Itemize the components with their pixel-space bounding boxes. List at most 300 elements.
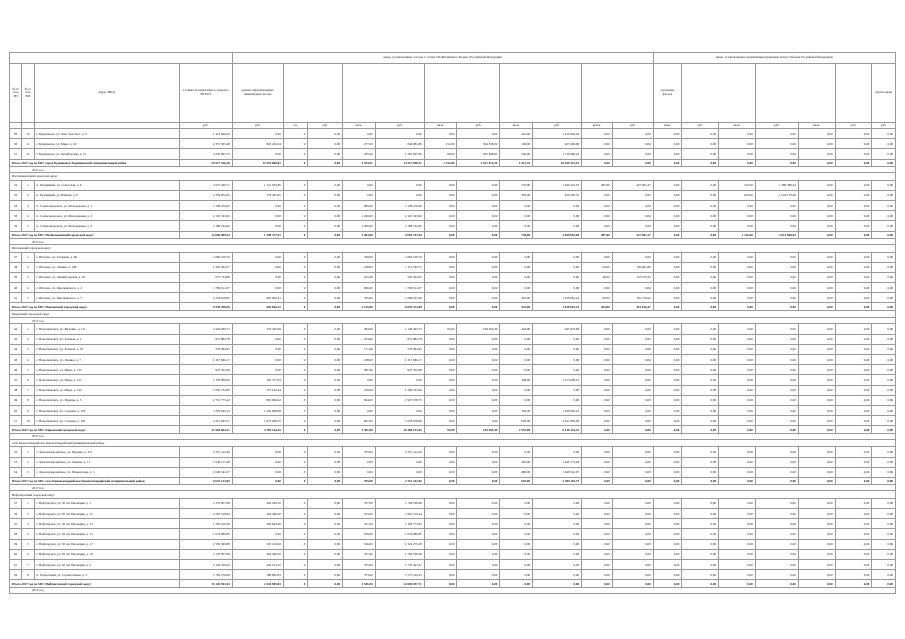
total-cell: 0,00	[653, 426, 682, 434]
table-cell: 238,00	[343, 262, 376, 272]
table-cell: 1 281 307,85	[375, 149, 424, 159]
table-row	[10, 519, 896, 529]
table-cell: 88,00	[424, 149, 457, 159]
table-cell: 404 299,50	[232, 498, 283, 508]
table-cell: 0,00	[582, 355, 613, 365]
total-cell: 0,00	[798, 159, 835, 167]
table-cell: 445,00	[500, 129, 533, 139]
table-cell: 0	[283, 375, 308, 385]
municipality-label: Изобильненский городской округ	[10, 173, 896, 181]
table-cell: 0,00	[798, 283, 835, 293]
table-cell: 0,00	[719, 457, 756, 467]
table-cell: 0,00	[653, 149, 682, 159]
table-cell: 0,00	[424, 539, 457, 549]
column-header	[343, 64, 425, 123]
table-cell: 0,00	[682, 190, 719, 200]
table-cell: 0	[283, 190, 308, 200]
total-cell: 0,00	[719, 477, 756, 485]
table-cell: 0,00	[424, 549, 457, 559]
column-header	[500, 64, 582, 123]
table-cell: 0	[283, 549, 308, 559]
table-cell: 0,00	[533, 211, 582, 221]
table-cell: 0,00	[798, 211, 835, 221]
table-cell: 1 324 270,28	[375, 539, 424, 549]
table-cell: 0,00	[719, 129, 756, 139]
table-row	[10, 262, 896, 272]
table-cell: 0,00	[835, 334, 872, 344]
total-cell: 0,00	[424, 303, 457, 311]
table-cell: 0,00	[872, 139, 896, 149]
table-cell: 0,00	[308, 139, 343, 149]
table-cell: 0,00	[308, 293, 343, 303]
table-cell: 0,00	[582, 549, 613, 559]
table-cell: 0,00	[424, 211, 457, 221]
table-row	[10, 365, 896, 375]
table-cell: 0,00	[653, 139, 682, 149]
table-cell: 176 432,45	[232, 190, 283, 200]
total-cell: 0,00	[582, 477, 613, 485]
total-cell: 35 917 536,28	[179, 159, 232, 167]
table-cell: 0,00	[424, 447, 457, 457]
table-cell: 0,00	[653, 467, 682, 477]
address-cell: г. Новопавловск, ул. Журавко, д. 111	[34, 324, 179, 334]
total-cell: 3 301,00	[343, 426, 376, 434]
total-cell: 4 769 164,45	[232, 426, 283, 434]
table-cell: 2	[22, 509, 34, 519]
table-cell: 0	[283, 395, 308, 405]
table-cell: 0,00	[872, 447, 896, 457]
table-cell: 50	[10, 405, 22, 415]
table-cell: 516,00	[719, 180, 756, 190]
table-cell: 266 843,46	[232, 519, 283, 529]
table-cell: 947 352,98	[375, 365, 424, 375]
table-cell: 0,00	[719, 416, 756, 426]
table-cell: 0,00	[343, 180, 376, 190]
table-cell: 394 338,09	[457, 139, 500, 149]
table-cell: 0,00	[755, 365, 798, 375]
table-cell: 38	[10, 262, 22, 272]
table-cell: 8	[22, 570, 34, 580]
table-cell: 0,00	[755, 355, 798, 365]
total-cell: 0,00	[612, 426, 653, 434]
total-cell: 2 533,00	[500, 426, 533, 434]
table-cell: 0,00	[682, 344, 719, 354]
table-cell: 0,00	[835, 200, 872, 210]
table-cell: 1	[22, 180, 34, 190]
total-cell: 4 536,50	[343, 580, 376, 588]
table-cell: 0,00	[308, 334, 343, 344]
unit-header: куб.м.	[582, 123, 613, 129]
table-cell: 31	[10, 149, 22, 159]
table-cell: 0,00	[582, 283, 613, 293]
table-row	[10, 293, 896, 303]
table-cell: 0,00	[872, 529, 896, 539]
table-cell: 0,00	[500, 519, 533, 529]
table-cell: 0,00	[719, 385, 756, 395]
table-cell: 0,00	[835, 467, 872, 477]
table-cell: 5	[22, 365, 34, 375]
table-cell: 0,00	[755, 293, 798, 303]
table-cell: 1 640 175,48	[179, 457, 232, 467]
table-cell: 48	[10, 385, 22, 395]
table-cell: 276 425,69	[232, 324, 283, 334]
table-cell: 0,00	[457, 344, 500, 354]
total-cell: 21 903 604,21	[179, 426, 232, 434]
table-cell: 947 352,98	[179, 365, 232, 375]
table-cell: 0,00	[798, 467, 835, 477]
column-header	[755, 64, 835, 123]
address-cell: п. Солнечнодольск, ул. Молодежная, д. 3	[34, 211, 179, 221]
table-cell: 0,00	[682, 375, 719, 385]
table-row	[10, 447, 896, 457]
table-cell: 0,00	[755, 385, 798, 395]
table-cell: 0,00	[719, 200, 756, 210]
total-cell: 10 466 153,45	[375, 426, 424, 434]
table-row	[10, 498, 896, 508]
table-cell: 10	[22, 129, 34, 139]
table-row	[10, 457, 896, 467]
table-cell: 0,00	[308, 252, 343, 262]
table-cell: 29	[10, 129, 22, 139]
table-cell: 45	[10, 355, 22, 365]
table-cell: 0,00	[612, 344, 653, 354]
table-cell: 0,00	[835, 570, 872, 580]
year-label: 2017 год	[10, 485, 896, 491]
table-cell: 0,00	[798, 355, 835, 365]
table-cell: 578 494,65	[375, 344, 424, 354]
address-cell: г. Ипатово, ул. Ленина, д. 108	[34, 262, 179, 272]
address-cell: г. Новопавловск, ул. Правды, д. 3	[34, 395, 179, 405]
table-cell: 0,00	[375, 375, 424, 385]
table-cell: 0,00	[582, 385, 613, 395]
table-cell: 0,00	[533, 344, 582, 354]
table-cell: 0,00	[343, 129, 376, 139]
table-cell: 0,00	[343, 375, 376, 385]
table-cell: 0,00	[755, 334, 798, 344]
table-cell: 0,00	[533, 447, 582, 457]
table-cell: 0,00	[835, 355, 872, 365]
table-cell: 0,00	[835, 293, 872, 303]
table-cell: 0	[283, 365, 308, 375]
table-cell: 0,00	[872, 190, 896, 200]
table-cell: 0,00	[612, 283, 653, 293]
table-cell: 0,00	[457, 509, 500, 519]
table-cell: 0,00	[719, 529, 756, 539]
table-cell: 0,00	[232, 344, 283, 354]
table-row	[10, 129, 896, 139]
table-cell: 1	[22, 324, 34, 334]
table-cell: 0,00	[798, 549, 835, 559]
total-cell: 12 923 860,81	[232, 159, 283, 167]
table-cell: 0,00	[612, 324, 653, 334]
table-cell: 1 649 541,07	[179, 467, 232, 477]
year-label: 2017 год	[10, 167, 896, 173]
table-cell: 0,00	[308, 457, 343, 467]
total-label: Итого 2017 год по МО: город Буденновск Буденновский муниципальный район	[10, 159, 180, 167]
table-cell: 0,00	[719, 365, 756, 375]
address-cell: г. Новопавловск, ул. Мира, д. 135	[34, 365, 179, 375]
table-cell: 0,00	[582, 529, 613, 539]
table-cell: 0,00	[424, 190, 457, 200]
table-cell: 0,00	[232, 457, 283, 467]
table-cell: 0,00	[582, 498, 613, 508]
table-cell: 0,00	[457, 549, 500, 559]
table-cell: 1 656 732,80	[179, 385, 232, 395]
table-cell: 0,00	[424, 334, 457, 344]
table-cell: 0,00	[682, 180, 719, 190]
table-cell: 0,00	[755, 344, 798, 354]
table-cell: 404 299,50	[232, 509, 283, 519]
table-cell: 0,00	[682, 457, 719, 467]
table-cell: 0,00	[500, 529, 533, 539]
table-cell: 0,00	[424, 283, 457, 293]
table-cell: 0,00	[653, 334, 682, 344]
table-cell: 0,00	[835, 324, 872, 334]
table-cell: 53	[10, 457, 22, 467]
address-cell: г. Нефтекумск, ул. 50 лет Пионерии, д. 17	[34, 539, 179, 549]
table-cell: 0,00	[612, 395, 653, 405]
total-cell: 0,00	[798, 580, 835, 588]
table-cell: 51	[10, 416, 22, 426]
year-row	[10, 587, 896, 593]
table-cell: 0,00	[835, 395, 872, 405]
table-cell: 0,00	[308, 375, 343, 385]
table-cell: 0,00	[533, 365, 582, 375]
total-cell: 0,00	[457, 231, 500, 239]
table-cell: 0	[283, 324, 308, 334]
total-cell: 0,00	[500, 580, 533, 588]
total-cell: 0,00	[653, 159, 682, 167]
total-cell: 1 126,00	[719, 231, 756, 239]
total-label: Итого 2017 год по МО: село Красногвардейское Красногвардейский муниципальный район	[10, 477, 180, 485]
table-cell: 0,00	[682, 365, 719, 375]
table-cell: 0,00	[424, 272, 457, 282]
total-cell: 0,00	[308, 303, 343, 311]
column-header: ремонт внутридомовых инженерных систем	[232, 64, 283, 123]
table-cell: 0,00	[835, 365, 872, 375]
table-cell: 0,00	[375, 457, 424, 467]
table-cell: 0	[283, 509, 308, 519]
section-row	[10, 439, 896, 447]
table-cell: 0,00	[872, 457, 896, 467]
total-cell: 0,00	[682, 231, 719, 239]
table-cell: 1 762 276,08	[179, 570, 232, 580]
total-cell: 12 800 057,71	[375, 580, 424, 588]
table-cell: 0,00	[612, 190, 653, 200]
table-cell: 0,00	[457, 283, 500, 293]
total-cell: 2 659 861,00	[533, 231, 582, 239]
table-cell: 0,00	[682, 519, 719, 529]
table-cell: 0,00	[500, 355, 533, 365]
table-cell: 0,00	[457, 190, 500, 200]
table-cell: 152,00	[424, 139, 457, 149]
table-cell: 0,00	[682, 355, 719, 365]
table-cell: 0,00	[500, 570, 533, 580]
table-cell: 1 766 558,48	[375, 498, 424, 508]
address-cell: г. Нефтекумск, ул. 50 лет Пионерии, д. 1	[34, 498, 179, 508]
table-row	[10, 375, 896, 385]
table-cell: 0,00	[682, 334, 719, 344]
table-cell: 0	[283, 405, 308, 415]
table-cell: 57	[10, 519, 22, 529]
table-cell: 4	[22, 529, 34, 539]
table-cell: 1 260,00	[343, 211, 376, 221]
address-cell: г. Нефтекумск, ул. 50 лет Пионерии, д. 13	[34, 519, 179, 529]
table-cell: 0,00	[533, 252, 582, 262]
table-cell: 0,00	[835, 180, 872, 190]
table-row	[10, 395, 896, 405]
table-cell: 0,00	[653, 324, 682, 334]
total-cell: 0	[283, 477, 308, 485]
table-cell: 1 213 609,16	[533, 375, 582, 385]
table-cell: 0,00	[308, 211, 343, 221]
table-cell: 0,00	[500, 221, 533, 231]
table-cell: 0,00	[308, 416, 343, 426]
table-cell: 0,00	[682, 549, 719, 559]
table-cell: 0,00	[682, 129, 719, 139]
table-cell: 0,00	[653, 293, 682, 303]
table-cell: 0,00	[308, 467, 343, 477]
column-header: Стоимость капитального ремонта ВСЕГО	[179, 64, 232, 123]
table-cell: 0,00	[343, 457, 376, 467]
table-cell: 0,00	[798, 129, 835, 139]
table-cell: 0,00	[500, 365, 533, 375]
address-cell: г. Новопавловск, ул. Мира, д. 143	[34, 385, 179, 395]
table-cell: 1 975 668,70	[232, 416, 283, 426]
table-cell: 0,00	[582, 560, 613, 570]
total-cell: 0,00	[612, 477, 653, 485]
table-cell: 2 165 323,00	[179, 211, 232, 221]
table-cell: 1 412 846,04	[179, 129, 232, 139]
table-cell: 171,00	[343, 344, 376, 354]
total-cell: 0,00	[308, 231, 343, 239]
table-cell: 0,00	[424, 221, 457, 231]
unit-header: руб.	[612, 123, 653, 129]
total-cell: 0,00	[308, 477, 343, 485]
table-cell: 0,00	[798, 395, 835, 405]
table-cell: 0,00	[653, 283, 682, 293]
total-cell: 9 004 747,04	[375, 231, 424, 239]
table-cell: 277,00	[343, 139, 376, 149]
table-cell: 0,00	[653, 272, 682, 282]
total-cell: 95,00	[424, 426, 457, 434]
total-cell: 0,00	[308, 159, 343, 167]
column-header: другие виды	[872, 64, 896, 123]
total-cell: 0,00	[582, 580, 613, 588]
table-cell: 0,00	[582, 129, 613, 139]
table-cell: 328,00	[343, 252, 376, 262]
table-cell: 0,00	[719, 221, 756, 231]
table-cell: 675 734,88	[179, 272, 232, 282]
table-cell: 0	[283, 447, 308, 457]
table-cell: 0,00	[653, 560, 682, 570]
table-cell: 4	[22, 211, 34, 221]
table-cell: 0,00	[872, 498, 896, 508]
table-cell: 694,00	[343, 395, 376, 405]
table-row	[10, 416, 896, 426]
table-cell: 0,00	[653, 457, 682, 467]
table-cell: 0,00	[232, 447, 283, 457]
table-cell: 0,00	[308, 509, 343, 519]
table-cell: 0	[283, 355, 308, 365]
table-cell: 0,00	[719, 344, 756, 354]
table-cell: 7	[22, 560, 34, 570]
table-cell: 0,00	[424, 416, 457, 426]
table-cell: 335,00	[343, 293, 376, 303]
table-cell: 0,00	[798, 344, 835, 354]
municipality-label: село Красногвардейское Красногвардейский муниципальный район	[10, 439, 896, 447]
table-cell: 4	[22, 355, 34, 365]
table-cell: 1 674 080,85	[179, 529, 232, 539]
table-cell: 90,00	[582, 293, 613, 303]
table-cell: 0	[283, 211, 308, 221]
total-cell: 0,00	[682, 477, 719, 485]
table-cell: 54	[10, 467, 22, 477]
total-row	[10, 580, 896, 588]
table-cell: 0	[283, 283, 308, 293]
table-cell: 0,00	[500, 395, 533, 405]
table-cell: 0,00	[755, 200, 798, 210]
table-cell: 12	[22, 149, 34, 159]
table-cell: 44	[10, 344, 22, 354]
unit-header: кв.м.	[798, 123, 835, 129]
table-cell: 0,00	[500, 200, 533, 210]
table-cell: 0,00	[424, 385, 457, 395]
table-cell: 0	[283, 334, 308, 344]
unit-header: руб.	[835, 123, 872, 129]
table-cell: 846 081,86	[375, 139, 424, 149]
table-cell: 0,00	[682, 529, 719, 539]
table-cell: 0,00	[872, 344, 896, 354]
table-cell: 0,00	[533, 509, 582, 519]
address-cell: п. Солнечнодольск, ул. Молодежная, д. 5	[34, 221, 179, 231]
table-cell: 330,00	[500, 405, 533, 415]
table-cell: 0,00	[872, 149, 896, 159]
table-cell: 0,00	[835, 283, 872, 293]
table-cell: 0,00	[424, 467, 457, 477]
table-cell: 0,00	[457, 262, 500, 272]
table-cell: 61	[10, 560, 22, 570]
table-cell: 2 442 936,77	[179, 324, 232, 334]
table-cell: 5	[22, 221, 34, 231]
table-cell: 1 559 399,88	[179, 539, 232, 549]
total-cell: 287,00	[582, 231, 613, 239]
unit-header: руб.	[533, 123, 582, 129]
table-cell: 0,00	[232, 149, 283, 159]
table-cell: 695 826,31	[232, 293, 283, 303]
table-cell: 0,00	[719, 549, 756, 559]
table-cell: 0,00	[612, 447, 653, 457]
total-cell: 9 539 298,05	[179, 303, 232, 311]
table-cell: 1 780 611,07	[179, 283, 232, 293]
total-cell: 0,00	[682, 426, 719, 434]
table-cell: 0,00	[308, 498, 343, 508]
table-cell: 1 674 080,85	[375, 529, 424, 539]
table-cell: 52	[10, 447, 22, 457]
table-cell: 0,00	[232, 211, 283, 221]
table-cell: 0,00	[500, 211, 533, 221]
address-cell: г. Нефтекумск, ул. 50 лет Пионерии, д. 19	[34, 549, 179, 559]
total-cell: 0,00	[872, 477, 896, 485]
table-cell: 0,00	[308, 560, 343, 570]
table-cell: 0,00	[612, 509, 653, 519]
table-cell: 0,00	[798, 416, 835, 426]
table-cell: 0,00	[308, 447, 343, 457]
table-cell: 205 498,82	[457, 149, 500, 159]
table-row	[10, 549, 896, 559]
total-cell: 0,00	[424, 231, 457, 239]
table-cell: 0,00	[835, 539, 872, 549]
